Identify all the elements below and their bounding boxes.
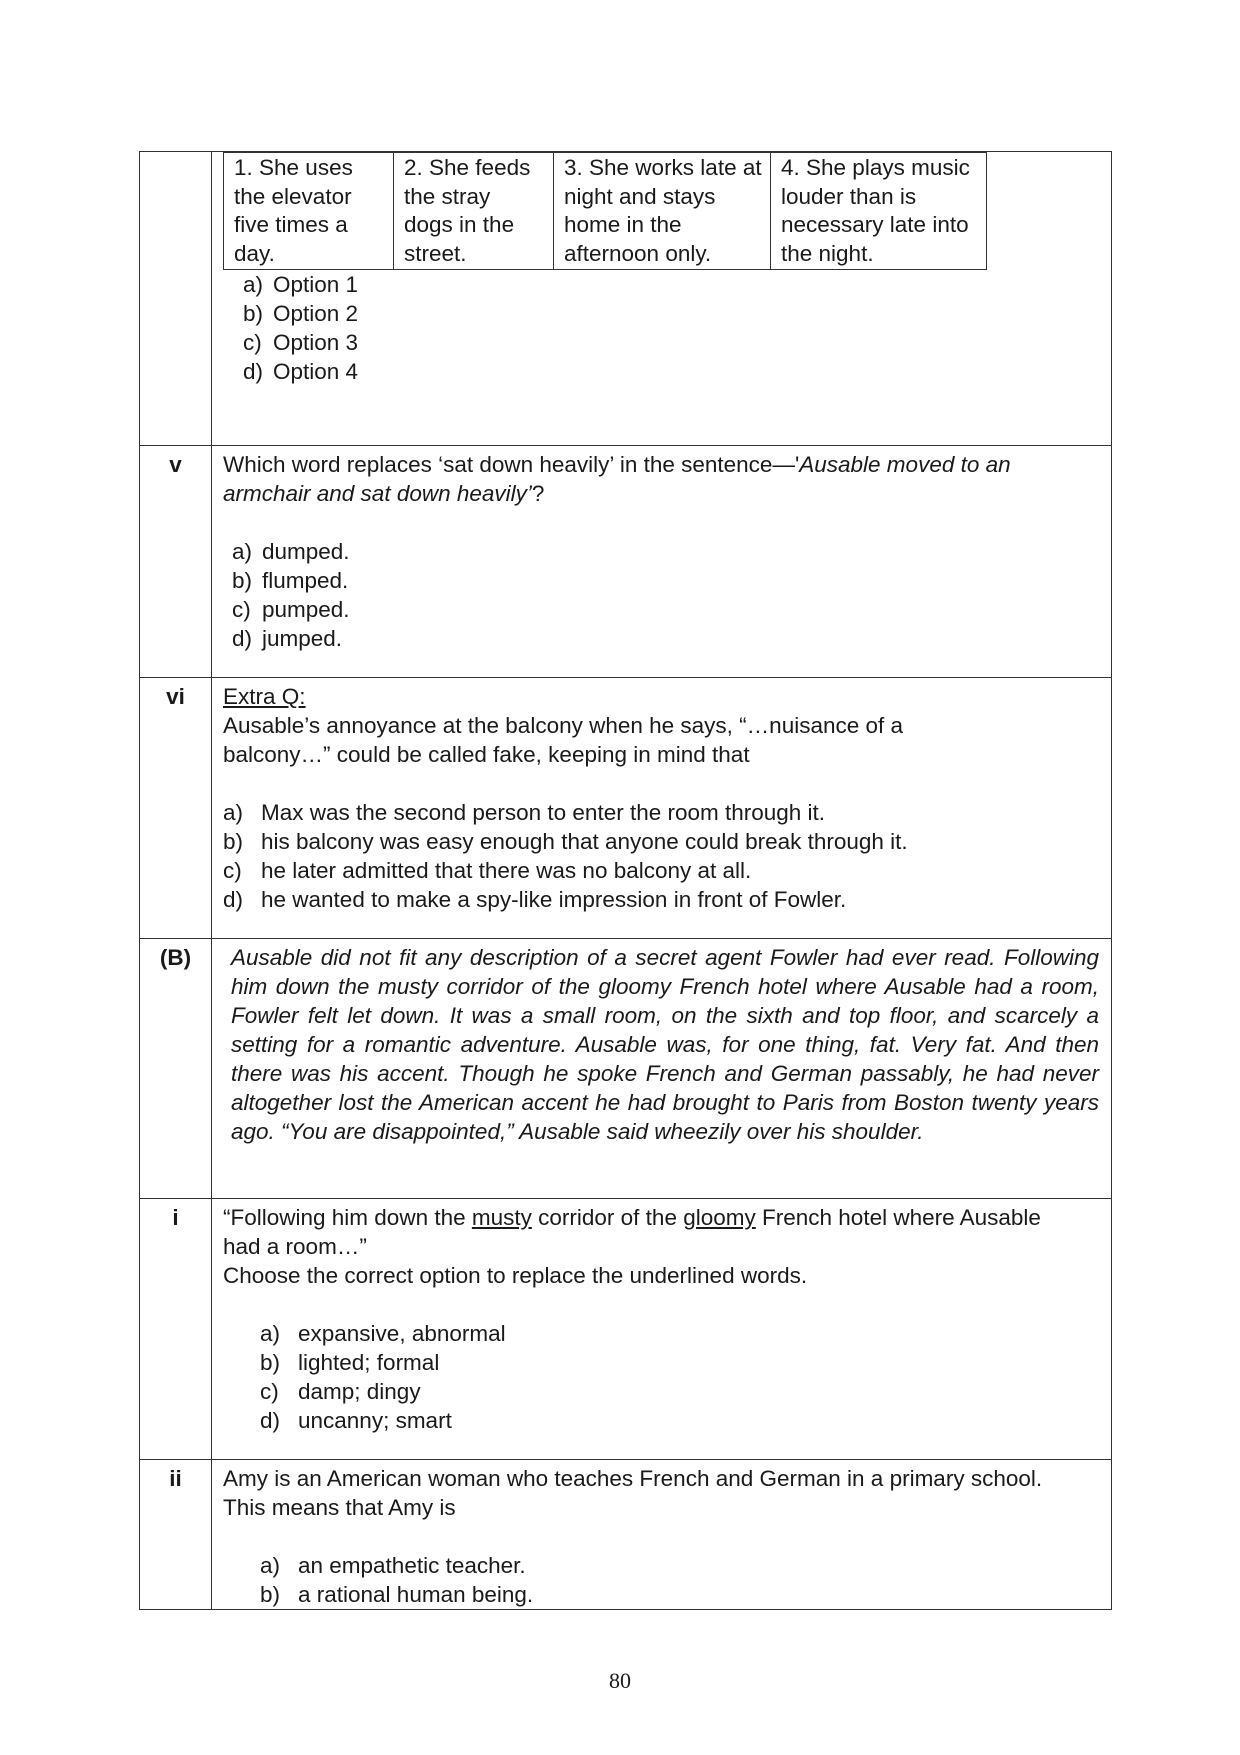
answer-option: a) an empathetic teacher. xyxy=(260,1553,526,1578)
question-stem: Which word replaces ‘sat down heavily’ in the sentence—'Ausable moved to an armchair and sat down heavily’? xyxy=(223,452,1011,506)
passage-b xyxy=(212,939,1112,1199)
answer-option: c) he later admitted that there was no balcony at all. xyxy=(223,858,752,883)
underlined-word: musty xyxy=(471,1205,532,1230)
question-vi xyxy=(212,678,1112,939)
option-cell-4: 4. She plays music louder than is necessary late into the night. xyxy=(771,153,987,270)
answer-option: b) flumped. xyxy=(232,568,349,593)
page-number: 80 xyxy=(609,1668,631,1693)
underlined-word: gloomy xyxy=(683,1205,756,1230)
question-number-empty xyxy=(140,152,212,446)
question-ii xyxy=(212,1460,1112,1610)
answer-option: c) Option 3 xyxy=(243,329,359,355)
question-number: ii xyxy=(140,1460,212,1610)
answer-options-v xyxy=(232,537,1099,653)
passage-text: Ausable did not fit any description of a secret agent Fowler had ever read. Following him down the musty corridor of the gloomy French hotel where Ausable had a room, Fowler felt let down. It was a small room, on the sixth and top floor, and scarcely a setting for a romantic adventure. Ausable was, for one thing, fat. Very fat. And then there was his accent. Though he spoke French and German passably, he had never altogether lost the American accent he had brought to Paris from Boston twenty years ago. “You are disappointed,” Ausable said wheezily over his shoulder. xyxy=(231,945,1099,1144)
answer-options-vi xyxy=(223,798,1099,914)
question-stem: Amy is an American woman who teaches French and German in a primary school. This means that Amy is xyxy=(223,1466,1043,1520)
extra-question-tag: Extra Q: xyxy=(223,684,306,709)
answer-options-iv xyxy=(243,270,1099,386)
option-cell-1: 1. She uses the elevator five times a day. xyxy=(224,153,394,270)
quoted-sentence: “Following him down the musty corridor of the gloomy French hotel where Ausable had a room…” xyxy=(223,1205,1041,1259)
question-number: i xyxy=(140,1199,212,1460)
question-i xyxy=(212,1199,1112,1460)
answer-option: a) Max was the second person to enter the room through it. xyxy=(223,800,826,825)
question-table xyxy=(139,151,1112,1610)
answer-option: a) expansive, abnormal xyxy=(260,1321,506,1346)
answer-option: c) damp; dingy xyxy=(260,1379,421,1404)
passage-label: (B) xyxy=(140,939,212,1199)
options-table xyxy=(223,152,987,270)
answer-option: d) jumped. xyxy=(232,626,343,651)
question-number: vi xyxy=(140,678,212,939)
question-number: v xyxy=(140,446,212,678)
answer-option: d) uncanny; smart xyxy=(260,1408,452,1433)
option-cell-3: 3. She works late at night and stays home in the afternoon only. xyxy=(554,153,771,270)
answer-option: d) he wanted to make a spy-like impression in front of Fowler. xyxy=(223,887,847,912)
answer-option: b) lighted; formal xyxy=(260,1350,440,1375)
option-cell-2: 2. She feeds the stray dogs in the street. xyxy=(394,153,554,270)
answer-option: b) Option 2 xyxy=(243,300,359,326)
question-stem: Ausable’s annoyance at the balcony when he says, “…nuisance of a balcony…” could be called fake, keeping in mind that xyxy=(223,713,904,767)
answer-option: a) Option 1 xyxy=(243,271,359,297)
question-iv-continued xyxy=(212,152,1112,446)
answer-option: b) his balcony was easy enough that anyone could break through it. xyxy=(223,829,908,854)
answer-options-ii xyxy=(260,1551,1099,1609)
answer-option: c) pumped. xyxy=(232,597,350,622)
answer-option: d) Option 4 xyxy=(243,358,359,384)
answer-option: a) dumped. xyxy=(232,539,350,564)
question-v xyxy=(212,446,1112,678)
answer-option: b) a rational human being. xyxy=(260,1582,534,1607)
answer-options-i xyxy=(260,1319,1099,1435)
question-instruction: Choose the correct option to replace the underlined words. xyxy=(223,1263,808,1288)
